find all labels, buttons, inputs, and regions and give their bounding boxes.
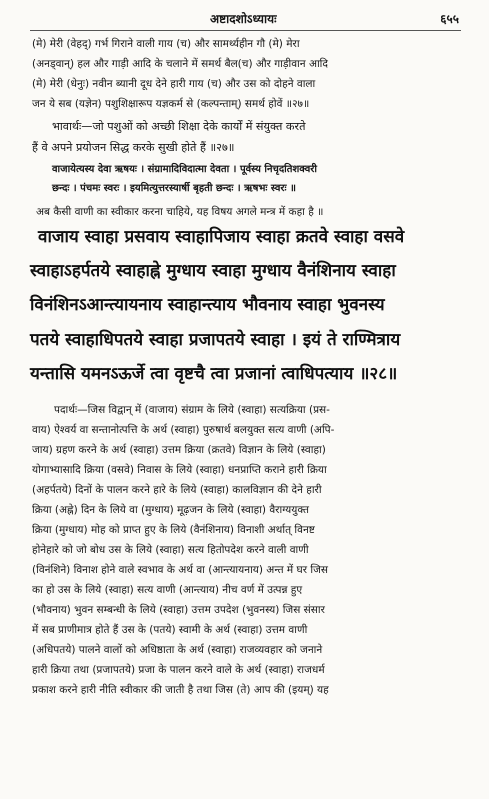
- padartha-line: होनेहारे को जो बोध उस के लिये (स्वाहा) सत्य हितोपदेश करने वाली वाणी: [32, 544, 309, 556]
- text-line: (अनड्वान्) हल और गाड़ी आदि के चलाने में समर्थ बैल(च) और गाड़ीवान आदि: [32, 58, 328, 70]
- page-header: [0, 10, 489, 30]
- mantra-line: विनंशिनऽआन्त्यायनाय स्वाहान्त्याय भौवनाय स्वाहा भुवनस्य: [30, 295, 385, 315]
- text-line: जन ये सब (यज्ञेन) पशुशिक्षारूप यज्ञकर्म से (कल्पन्ताम्) समर्थ होवें ॥२७॥: [32, 98, 310, 110]
- meta-line: वाजायेत्यस्य देवा ऋषयः । संग्रामादिविदात्मा देवता । पूर्वस्य निचृदतिशक्वरी: [52, 164, 317, 175]
- padartha-line: क्रिया (अह्ने) दिन के लिये वा (मुग्धाय) मूढ़जन के लिये (स्वाहा) वैराग्ययुक्त: [32, 504, 309, 516]
- mantra-line: स्वाहाऽहर्पतये स्वाहाह्ने मुग्धाय स्वाहा मुग्धाय वैनंशिनाय स्वाहा: [30, 261, 396, 281]
- padartha-line: वाय) ऐश्वर्य वा सन्तानोत्पत्ति के अर्थ (स्वाहा) पुरुषार्थ बलयुक्त सत्य वाणी (अपि-: [32, 424, 335, 436]
- mantra-line: वाजाय स्वाहा प्रसवाय स्वाहापिजाय स्वाहा क्रतवे स्वाहा वसवे: [38, 227, 405, 247]
- padartha-line: (अधिपतये) पालने वालों को अधिष्ठाता के अर्थ (स्वाहा) राजव्यवहार को जनाने: [32, 644, 323, 656]
- padartha-line: (अहर्पतये) दिनों के पालन करने हारे के लिये (स्वाहा) कालविज्ञान की देने हारी: [32, 484, 322, 496]
- text-line: (मे) मेरी (वेहद्) गर्भ गिराने वाली गाय (च) और सामर्थ्यहीन गौ (मे) मेरा: [32, 38, 300, 50]
- padartha-line: जाय) ग्रहण करने के अर्थ (स्वाहा) उत्तम क्रिया (क्रतवे) विज्ञान के लिये (स्वाहा): [32, 444, 326, 456]
- meta-line: छन्दः । पंचमः स्वरः । इयमित्युत्तरस्यार्षी बृहती छन्दः । ऋषभः स्वरः ॥: [52, 183, 296, 194]
- padartha-line: योगाभ्यासादि क्रिया (वसवे) निवास के लिये (स्वाहा) धनप्राप्ति कराने हारी क्रिया: [32, 464, 327, 476]
- mantra-line: पतये स्वाहाधिपतये स्वाहा प्रजापतये स्वाहा । इयं ते राण्मित्राय: [30, 330, 401, 350]
- text-line: (मे) मेरी (धेनुः) नवीन ब्यानी दूध देने हारी गाय (च) और उस को दोहने वाला: [32, 78, 316, 90]
- padartha-line: क्रिया (मुग्धाय) मोह को प्राप्त हुए के लिये (वैनंशिनाय) विनाशी अर्थात् विनष्ट: [32, 524, 315, 536]
- bhavartha-line: हैं वे अपने प्रयोजन सिद्ध करके सुखी होते हैं ॥२७॥: [32, 141, 235, 154]
- padartha-line: हारी क्रिया तथा (प्रजापतये) प्रजा के पालन करने वाले के अर्थ (स्वाहा) राजधर्म: [32, 664, 325, 676]
- padartha-line: में सब प्राणीमात्र होते हैं उस के (पतये) स्वामी के अर्थ (स्वाहा) उत्तम वाणी: [32, 624, 308, 636]
- bhavartha-line: भावार्थः—जो पशुओं को अच्छी शिक्षा देके कार्यों में संयुक्त करते: [52, 120, 306, 133]
- intro-line: अब कैसी वाणी का स्वीकार करना चाहिये, यह विषय अगले मन्त्र में कहा है ॥: [36, 206, 324, 218]
- padartha-line: (विनंशिने) विनाश होने वाले स्वभाव के अर्थ वा (आन्त्यायनाय) अन्त में घर जिस: [32, 564, 328, 576]
- padartha-line: प्रकाश करने हारी नीति स्वीकार की जाती है तथा जिस (ते) आप की (इयम्) यह: [32, 684, 329, 696]
- chapter-title: अष्टादशोऽध्यायः: [210, 12, 277, 26]
- padartha-line: का हो उस के लिये (स्वाहा) सत्य वाणी (आन्त्याय) नीच वर्ण में उत्पन्न हुए: [32, 584, 303, 596]
- padartha-line: पदार्थः—जिस विद्वान् में (वाजाय) संग्राम के लिये (स्वाहा) सत्यक्रिया (प्रस-: [54, 404, 330, 416]
- header-rule: [30, 30, 461, 31]
- page-number: ६५५: [440, 12, 459, 26]
- padartha-line: (भौवनाय) भुवन सम्बन्धी के लिये (स्वाहा) उत्तम उपदेश (भुवनस्य) जिस संसार: [32, 604, 325, 616]
- mantra-line: यन्तासि यमनऽऊर्जे त्वा वृष्टचै त्वा प्रजानां त्वाधिपत्याय ॥२८॥: [30, 364, 398, 384]
